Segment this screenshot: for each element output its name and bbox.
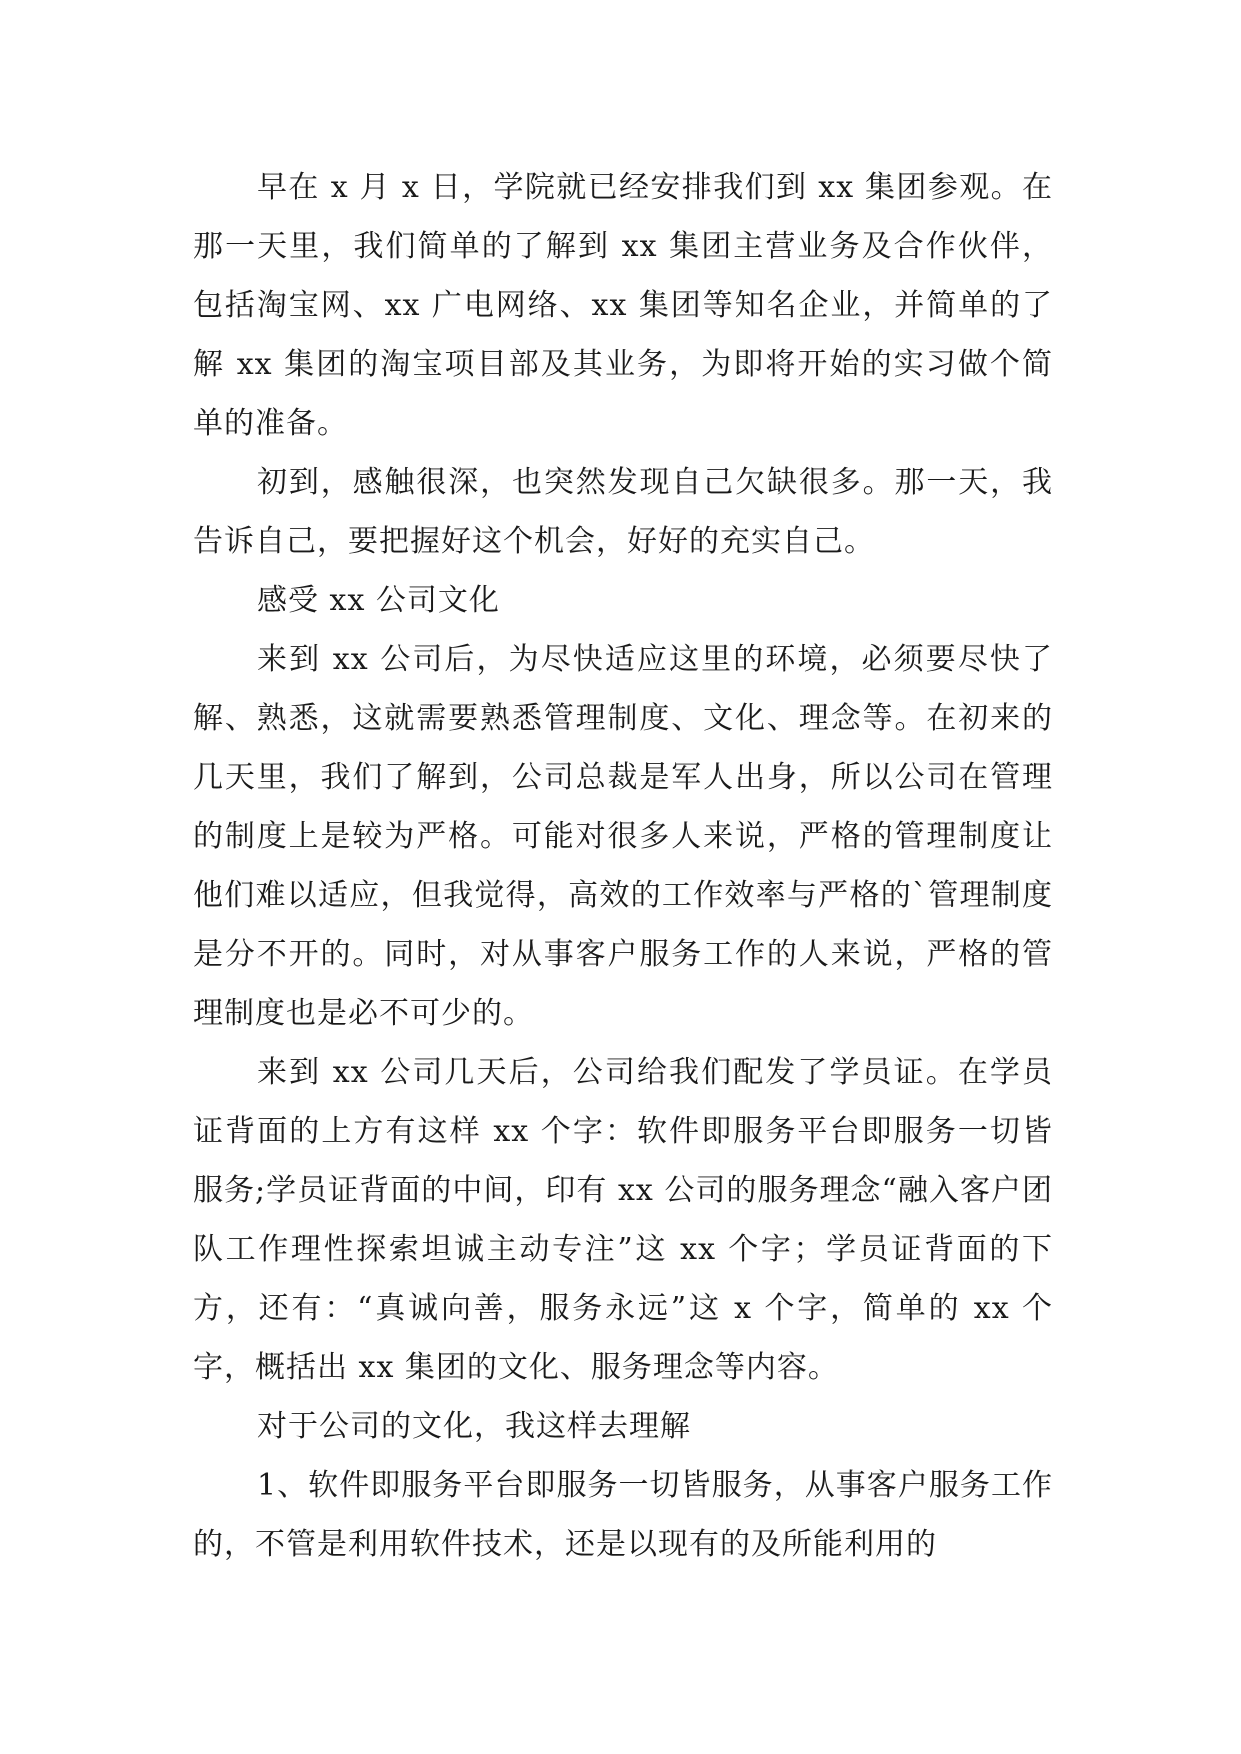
paragraph-item-1: 1、软件即服务平台即服务一切皆服务，从事客户服务工作的，不管是利用软件技术，还是以现有的及所能利用的 — [193, 1468, 1053, 1562]
section-heading-company-culture: 感受 xx 公司文化 — [257, 583, 500, 618]
paragraph-culture-understanding-heading: 对于公司的文化，我这样去理解 — [257, 1409, 691, 1444]
paragraph-management-system: 来到 xx 公司后，为尽快适应这里的环境，必须要尽快了解、熟悉，这就需要熟悉管理制度、文化、理念等。在初来的几天里，我们了解到，公司总裁是军人出身，所以公司在管理的制度上是较为严格。可能对很多人来说，严格的管理制度让他们难以适应，但我觉得，高效的工作效率与严格的`管理制度是分不开的。同时，对从事客户服务工作的人来说，严格的管理制度也是必不可少的。 — [193, 642, 1053, 1031]
paragraph-first-impression: 初到，感触很深，也突然发现自己欠缺很多。那一天，我告诉自己，要把握好这个机会，好好的充实自己。 — [193, 465, 1053, 559]
document-body — [193, 158, 1053, 1574]
paragraph-student-card: 来到 xx 公司几天后，公司给我们配发了学员证。在学员证背面的上方有这样 xx 个字：软件即服务平台即服务一切皆服务;学员证背面的中间，印有 xx 公司的服务理念“融入客户团队工作理性探索坦诚主动专注”这 xx 个字；学员证背面的下方，还有：“真诚向善，服务永远”这 x 个字，简单的 xx 个字，概括出 xx 集团的文化、服务理念等内容。 — [193, 1055, 1053, 1385]
paragraph-visit-intro: 早在 x 月 x 日，学院就已经安排我们到 xx 集团参观。在那一天里，我们简单的了解到 xx 集团主营业务及合作伙伴，包括淘宝网、xx 广电网络、xx 集团等知名企业，并简单的了解 xx 集团的淘宝项目部及其业务，为即将开始的实习做个简单的准备。 — [193, 170, 1053, 441]
